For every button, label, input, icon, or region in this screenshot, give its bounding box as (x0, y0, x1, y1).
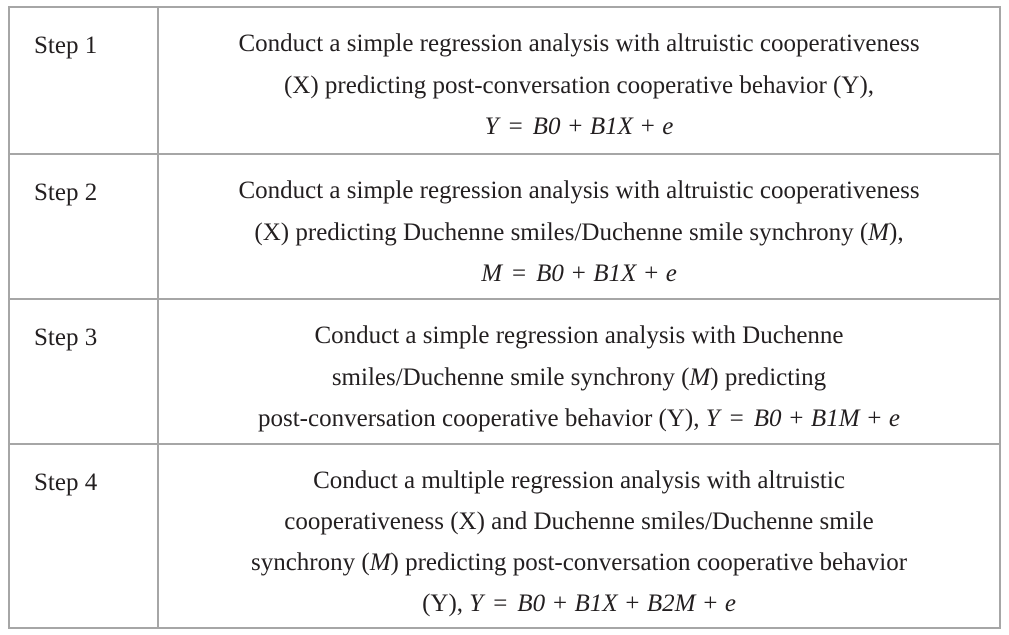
equation-rhs: B0 + B1X + e (532, 113, 674, 140)
equation-rhs: B0 + B1M + e (753, 405, 900, 432)
equation-lhs: Y (469, 590, 484, 617)
description-line: (X) predicting post-conversation cooperative behavior (Y), (283, 71, 875, 99)
table-row-step-3 (10, 298, 999, 443)
step-label: Step 2 (10, 155, 159, 298)
description-line: cooperativeness (X) and Duchenne smiles/Duchenne smile (284, 508, 874, 535)
step-description (159, 8, 999, 153)
equation-rhs: B0 + B1X + e (536, 260, 677, 287)
step-label: Step 3 (10, 300, 159, 443)
description-line: synchrony (M) predicting post-conversation cooperative behavior (250, 549, 908, 576)
mediation-steps-table (8, 6, 1001, 629)
step-label: Step 1 (10, 8, 159, 153)
description-text: (Y), (422, 590, 464, 617)
table-row-step-2 (10, 153, 999, 298)
step-label: Step 4 (10, 445, 159, 627)
description-line: Conduct a multiple regression analysis with altruistic (313, 467, 845, 494)
equation-lhs: Y (484, 113, 499, 140)
equation-lhs: M (481, 260, 503, 287)
description-line-with-equation: post-conversation cooperative behavior (Y), Y = B0 + B1M + e (258, 405, 900, 432)
description-line: Conduct a simple regression analysis with altruistic cooperativeness (238, 30, 920, 57)
description-line: Conduct a simple regression analysis with Duchenne (314, 322, 844, 349)
description-text: post-conversation cooperative behavior (Y), (258, 405, 700, 432)
table-row-step-1 (10, 8, 999, 153)
regression-equation: M = B0 + B1X + e (481, 260, 677, 287)
equation-lhs: Y (705, 405, 720, 432)
description-line: Conduct a simple regression analysis with altruistic cooperativeness (238, 177, 920, 204)
regression-equation: Y = B0 + B1X + e (484, 113, 674, 140)
step-description (159, 155, 999, 298)
table-row-step-4 (10, 443, 999, 627)
description-line: smiles/Duchenne smile synchrony (M) predicting (331, 363, 827, 391)
equation-rhs: B0 + B1X + B2M + e (517, 590, 736, 617)
step-description (159, 445, 999, 627)
description-line: (X) predicting Duchenne smiles/Duchenne smile synchrony (M), (254, 218, 904, 246)
description-line-with-equation: (Y), Y = B0 + B1X + B2M + e (422, 590, 736, 617)
step-description (159, 300, 999, 443)
